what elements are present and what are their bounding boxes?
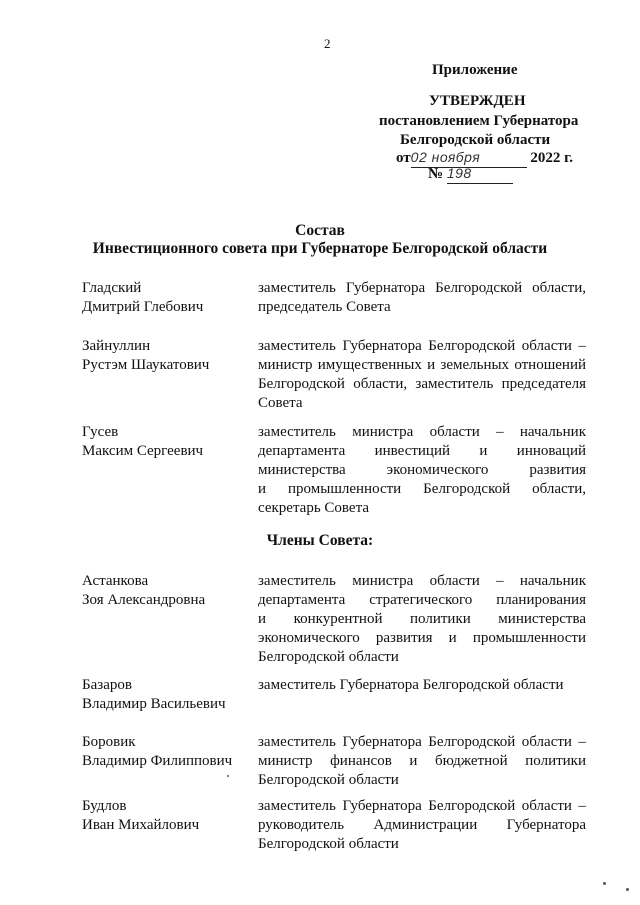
surname: Гусев xyxy=(82,424,119,440)
person-role xyxy=(258,572,586,667)
given-names: Владимир Васильевич xyxy=(82,696,226,712)
role-line: Совета xyxy=(258,395,303,411)
number-prefix: № xyxy=(428,166,444,182)
given-names: Рустэм Шаукатович xyxy=(82,357,210,373)
person-name xyxy=(82,733,252,771)
role-line: экономического развития и промышленности xyxy=(258,630,586,646)
document-subtitle: Инвестиционного совета при Губернаторе Белгородской области xyxy=(92,240,548,257)
members-heading: Члены Совета: xyxy=(266,532,374,549)
role-line: Белгородской области, заместитель председателя xyxy=(258,376,586,392)
person-role xyxy=(258,279,586,317)
role-line: заместитель министра области – начальник xyxy=(258,424,586,440)
surname: Зайнуллин xyxy=(82,338,151,354)
given-names: Зоя Александровна xyxy=(82,592,206,608)
number-handwritten: 198 xyxy=(446,165,472,181)
approved-label: УТВЕРЖДЕН xyxy=(429,93,526,109)
surname: Базаров xyxy=(82,677,132,693)
person-name xyxy=(82,676,252,714)
role-line: заместитель Губернатора Белгородской области – xyxy=(258,338,586,354)
approved-by-line: постановлением Губернатора xyxy=(379,113,579,129)
person-name xyxy=(82,279,252,317)
region-line: Белгородской области xyxy=(400,132,551,148)
role-line: руководитель Администрации Губернатора xyxy=(258,817,586,833)
role-line: Белгородской области xyxy=(258,649,399,665)
role-line: заместитель министра области – начальник xyxy=(258,573,586,589)
person-name xyxy=(82,797,252,835)
person-role xyxy=(258,337,586,413)
surname: Астанкова xyxy=(82,573,149,589)
person-name xyxy=(82,572,252,610)
given-names: Дмитрий Глебович xyxy=(82,299,204,315)
role-line: заместитель Губернатора Белгородской области – xyxy=(258,798,586,814)
role-line: министр финансов и бюджетной политики xyxy=(258,753,586,769)
approval-number xyxy=(428,165,513,184)
person-role xyxy=(258,733,586,790)
role-line: министерства экономического развития xyxy=(258,462,586,478)
role-line: и промышленности Белгородской области, xyxy=(258,481,586,497)
scan-speck xyxy=(227,775,229,777)
role-line: Белгородской области xyxy=(258,836,399,852)
person-role xyxy=(258,423,586,518)
given-names: Максим Сергеевич xyxy=(82,443,204,459)
person-role xyxy=(258,797,586,854)
document-title: Состав xyxy=(295,222,345,239)
person-name xyxy=(82,423,252,461)
date-handwritten: 02 ноября xyxy=(410,149,481,165)
role-line: Белгородской области xyxy=(258,772,399,788)
role-line: и конкурентной политики министерства xyxy=(258,611,586,627)
role-line: секретарь Совета xyxy=(258,500,369,516)
scan-speck xyxy=(626,888,629,891)
role-line: департамента стратегического планирования xyxy=(258,592,586,608)
role-line: заместитель Губернатора Белгородской области – xyxy=(258,734,586,750)
page-number: 2 xyxy=(324,36,331,51)
role-line: департамента инвестиций и инноваций xyxy=(258,443,586,459)
surname: Боровик xyxy=(82,734,136,750)
role-line: председатель Совета xyxy=(258,299,391,315)
role-line: заместитель Губернатора Белгородской области, xyxy=(258,280,586,296)
role-line: заместитель Губернатора Белгородской области xyxy=(258,677,564,693)
date-prefix: от xyxy=(396,150,411,166)
date-year: 2022 г. xyxy=(530,150,574,166)
scan-speck xyxy=(603,882,606,885)
person-role xyxy=(258,676,586,695)
given-names: Иван Михайлович xyxy=(82,817,200,833)
surname: Будлов xyxy=(82,798,127,814)
appendix-label: Приложение xyxy=(432,62,518,78)
surname: Гладский xyxy=(82,280,142,296)
role-line: министр имущественных и земельных отношений xyxy=(258,357,586,373)
number-field xyxy=(447,165,513,184)
given-names: Владимир Филиппович xyxy=(82,753,233,769)
person-name xyxy=(82,337,252,375)
